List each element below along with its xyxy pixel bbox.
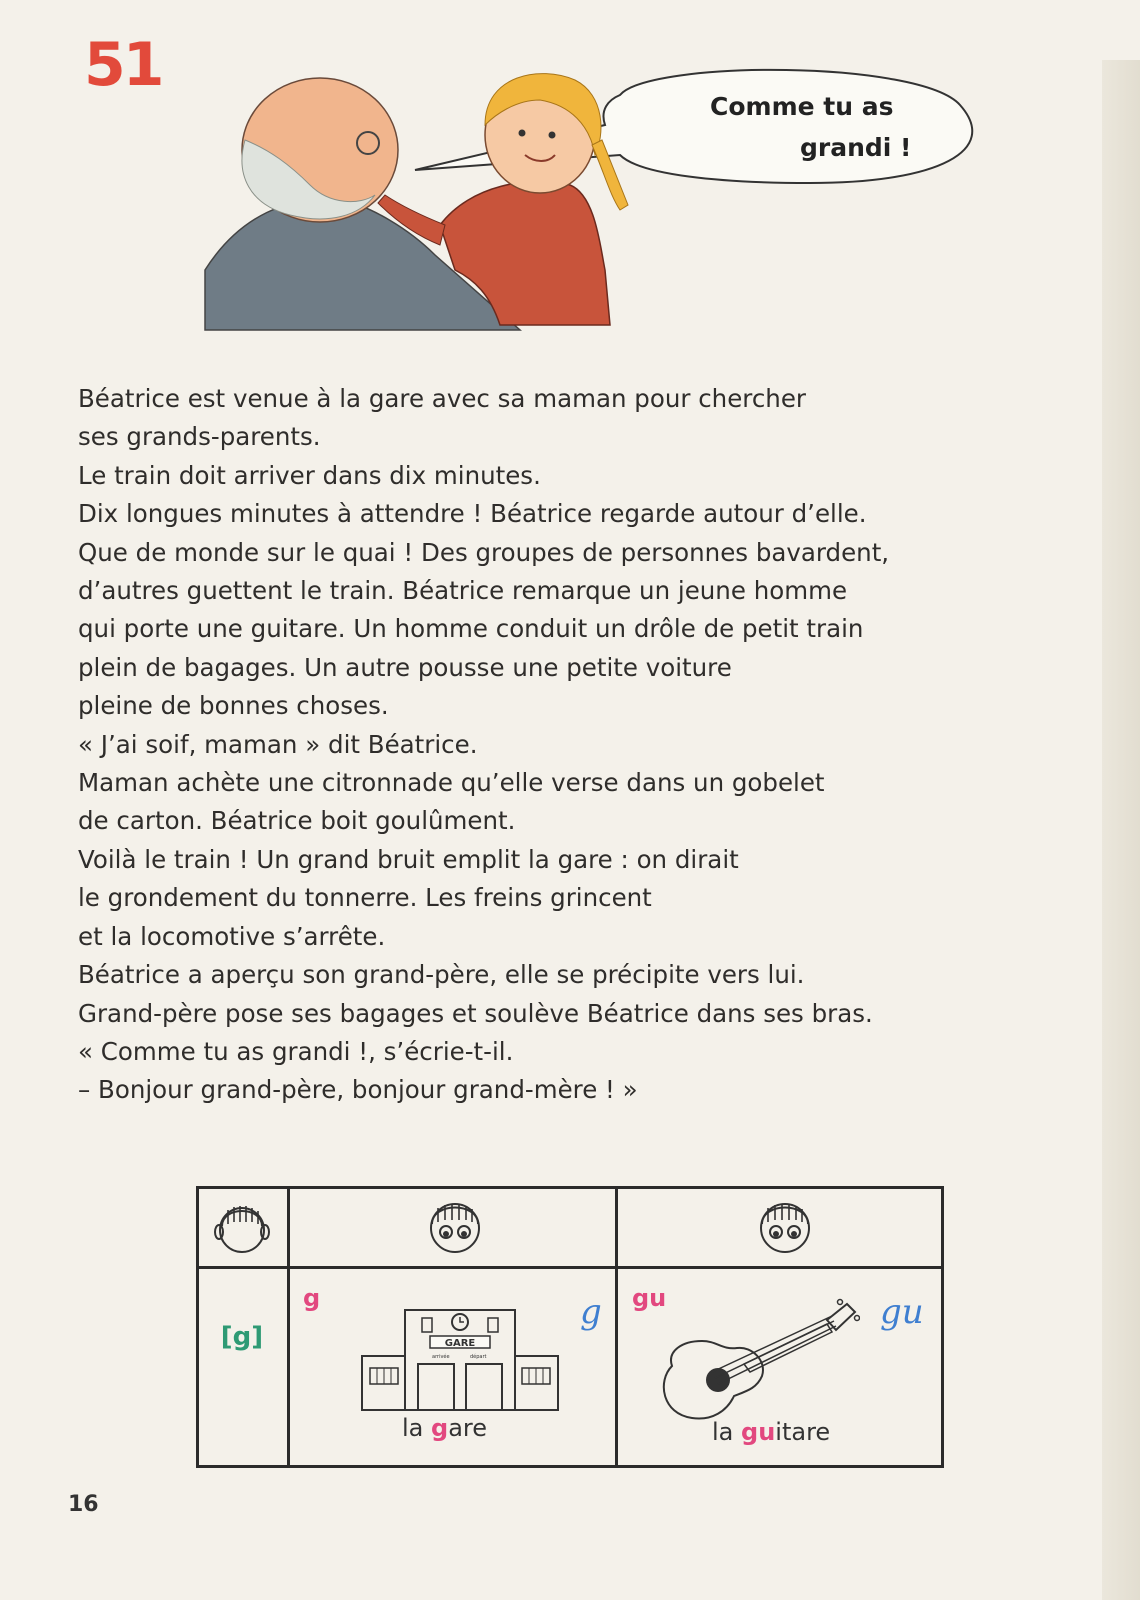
- word-suffix: itare: [775, 1418, 831, 1446]
- station-sign: GARE: [444, 1338, 476, 1349]
- story-line: Béatrice est venue à la gare avec sa maman pour chercher: [78, 384, 806, 413]
- word-prefix: la: [402, 1414, 432, 1442]
- story-line: « Comme tu as grandi !, s’écrie-t-il.: [78, 1036, 514, 1066]
- story-line: et la locomotive s’arrête.: [78, 921, 386, 951]
- ear-listen-icon: [210, 1196, 274, 1258]
- table-divider: [196, 1266, 944, 1269]
- story-line: Béatrice a aperçu son grand-père, elle se précipite vers lui.: [78, 960, 805, 990]
- story-text: [78, 380, 1038, 1110]
- eyes-look-icon: [752, 1194, 818, 1258]
- table-divider: [615, 1186, 618, 1468]
- story-line: pleine de bonnes choses.: [78, 691, 389, 721]
- script-letter: gu: [880, 1292, 924, 1332]
- word-suffix: are: [448, 1414, 488, 1442]
- station-sign-departure: départ: [470, 1354, 487, 1360]
- print-letter: gu: [632, 1284, 667, 1312]
- word-label-guitare: [712, 1418, 830, 1446]
- page-edge-shadow: [1102, 60, 1140, 1600]
- story-line: Le train doit arriver dans dix minutes.: [78, 460, 541, 490]
- speech-bubble-text: [690, 86, 920, 168]
- speech-bubble-line: grandi !: [800, 133, 912, 162]
- story-line: Maman achète une citronnade qu’elle verse dans un gobelet: [78, 768, 825, 798]
- story-line: « J’ai soif, maman » dit Béatrice.: [78, 729, 478, 759]
- story-line: Que de monde sur le quai ! Des groupes de personnes bavardent,: [78, 537, 890, 567]
- story-line: – Bonjour grand-père, bonjour grand-mère ! »: [78, 1075, 638, 1105]
- story-line: plein de bagages. Un autre pousse une petite voiture: [78, 652, 732, 682]
- story-line: qui porte une guitare. Un homme conduit un drôle de petit train: [78, 614, 864, 644]
- page-number: 16: [68, 1492, 99, 1517]
- phoneme-label: [g]: [220, 1322, 264, 1352]
- print-letter: g: [303, 1284, 321, 1312]
- word-highlight: g: [431, 1414, 449, 1442]
- table-divider: [287, 1186, 290, 1468]
- story-line: de carton. Béatrice boit goulûment.: [78, 806, 516, 836]
- word-label-gare: [402, 1414, 487, 1442]
- train-station-icon: [360, 1306, 560, 1416]
- script-letter: g: [580, 1292, 602, 1332]
- word-highlight: gu: [741, 1418, 776, 1446]
- lesson-number: 51: [84, 30, 162, 100]
- story-line: Voilà le train ! Un grand bruit emplit la gare : on dirait: [78, 844, 739, 874]
- story-line: d’autres guettent le train. Béatrice remarque un jeune homme: [78, 576, 848, 606]
- story-line: le grondement du tonnerre. Les freins grincent: [78, 883, 652, 913]
- eyes-look-icon: [422, 1194, 488, 1258]
- story-line: ses grands-parents.: [78, 422, 321, 452]
- story-line: Grand-père pose ses bagages et soulève Béatrice dans ses bras.: [78, 998, 873, 1028]
- story-line: Dix longues minutes à attendre ! Béatrice regarde autour d’elle.: [78, 499, 867, 529]
- station-sign-arrival: arrivée: [432, 1354, 450, 1360]
- speech-bubble-line: Comme tu as: [710, 92, 894, 121]
- word-prefix: la: [712, 1418, 742, 1446]
- guitar-icon: [652, 1296, 860, 1426]
